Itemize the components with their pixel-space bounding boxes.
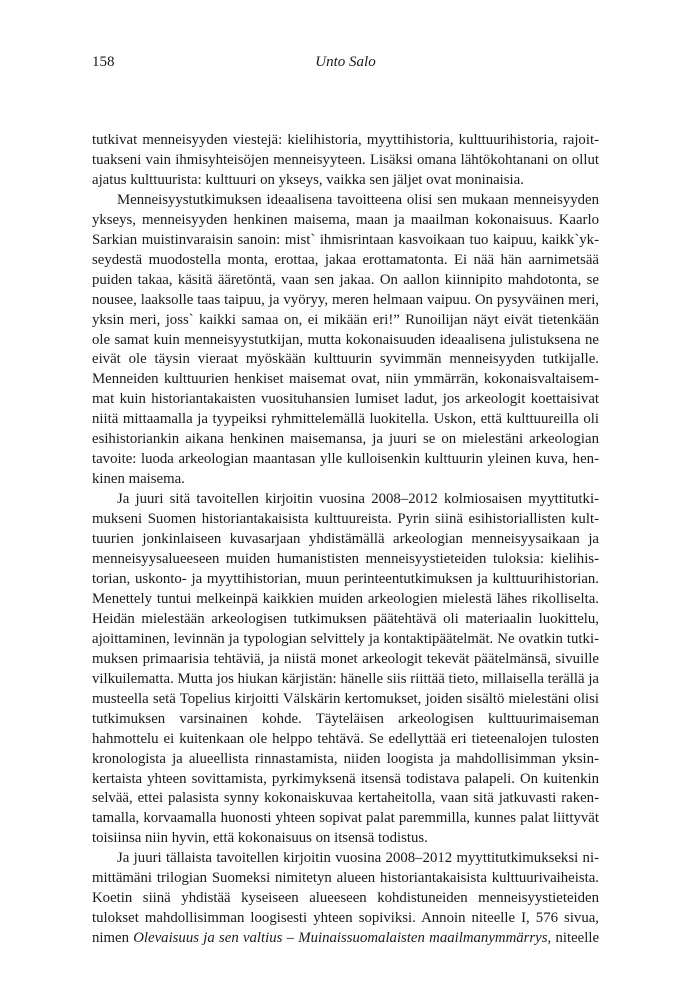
paragraph-4-continuation: niteelle xyxy=(551,930,600,947)
page-number: 158 xyxy=(92,54,115,70)
body-text xyxy=(92,131,599,949)
book-title: Olevaisuus ja sen valtius – Muinaissuomalaisten maailmanymmärrys, xyxy=(133,930,552,947)
paragraph-4 xyxy=(92,849,599,949)
paragraph-2: Menneisyystutkimuksen ideaalisena tavoitteena olisi sen mukaan menneisyyden ykseys, menneisyyden henkinen maisema, maan ja maailman kokonaisuus. Kaarlo Sarkian muistinvaraisin sanoin: mist` ihmisrintaan kasvoikaan tuo kaipuu, kaikk`ykseydestä muodostella monta, erottaa, jakaa erottamatonta. Ei nää hän aarnimetsää puiden takaa, käsitä ääretöntä, vaan sen jakaa. On aallon kiinnipito mahdotonta, se nousee, laaksolle taas taipuu, ja vyöryy, meren helmaan vaipuu. On pysyväinen meri, yksin meri, joss` kaikki samaa on, ei mikään eri!” Runoilijan näyt eivät tietenkään ole samat kuin menneisyystutkijan, mutta kokonaisuuden ideaalisena julistuksena ne eivät ole täysin vieraat myöskään kulttuurin syvimmän menneisyyden tutkijalle. Menneiden kulttuurien henkiset maisemat ovat, niin ymmärrän, kokonaisvaltaisemmat kuin historiantakaisten vuosituhansien lumiset ladut, jos arkeologit koettaisivat niitä mittaamalla ja tyypeiksi ryhmittelemällä luokitella. Uskon, että kulttuureilla oli esihistoriankin aikana henkinen maisemansa, ja juuri se on mielestäni arkeologian tavoite: luoda arkeologian maantasan ylle kulloisenkin kulttuurin yleinen kuva, henkinen maisema. xyxy=(92,191,599,488)
running-head xyxy=(92,54,599,76)
paragraph-1: tutkivat menneisyyden viestejä: kielihistoria, myyttihistoria, kulttuurihistoria, rajoittuakseni vain ihmisyhteisöjen menneisyyteen. Lisäksi omana lähtökohtanani on ollut ajatus kulttuurista: kulttuuri on ykseys, vaikka sen jäljet ovat moninaisia. xyxy=(92,132,599,188)
paragraph-4-text: Ja juuri tällaista tavoitellen kirjoitin vuosina 2008–2012 myyttitutkimukseksi nimittämäni trilogian Suomeksi nimitetyn alueen historiantakaisista kulttuurivaiheista. Koetin siinä yhdistää kyseiseen alueeseen kohdistuneiden menneisyystieteiden tulokset mahdollisimman loogisesti yhteen sopiviksi. Annoin niteelle I, 576 sivua, nimen xyxy=(92,850,599,947)
running-title: Unto Salo xyxy=(315,54,376,70)
paragraph-3: Ja juuri sitä tavoitellen kirjoitin vuosina 2008–2012 kolmiosaisen myyttitutkimukseni Suomen historiantakaisista kulttuureista. Pyrin siinä esihistoriallisten kulttuurien jonkinlaiseen kuvasarjaan yhdistämällä arkeologian menneisyysaikaan ja menneisyysalueeseen muiden humanististen menneisyystieteiden tuloksia: kielihistorian, uskonto- ja myyttihistorian, muun perinteentutkimuksen ja kulttuurihistorian. Menettely tuntui melkeinpä kaikkien muiden arkeologien mielestä lähes rikolliselta. Heidän mielestään arkeologisen tutkimuksen päätehtävä oli materiaalin luokittelu, ajoittaminen, levinnän ja typologian selvittely ja kontaktipäätelmät. Ne ovatkin tutkimuksen primaarisia tehtäviä, ja niistä monet arkeologit tekevät päätelmänsä, sivuille vilkuilematta. Mutta jos hiukan kärjistän: hänelle siis riittää tieto, millaisella terällä ja musteella setä Topelius kirjoitti Välskärin kertomukset, joiden sisältö mielestäni olisi tutkimuksen varsinainen kohde. Täyteläisen arkeologisen kulttuurimaiseman hahmottelu ei kuitenkaan ole helppo tehtävä. Se edellyttää eri tieteenalojen tulosten kronologista ja alueellista rinnastamista, niiden loogista ja mahdollisimman yksinkertaista yhteen sovittamista, pyrkimyksenä itsensä todistava palapeli. On kuitenkin selvää, ettei palasista synny kokonaiskuvaa kertaheitolla, vaan sitä jatkuvasti rakentamalla, korvaamalla huonosti yhteen sopivat palat paremmilla, kunnes palat liittyvät toisiinsa niin hyvin, että kokonaisuus on itsensä todistus. xyxy=(92,491,599,847)
